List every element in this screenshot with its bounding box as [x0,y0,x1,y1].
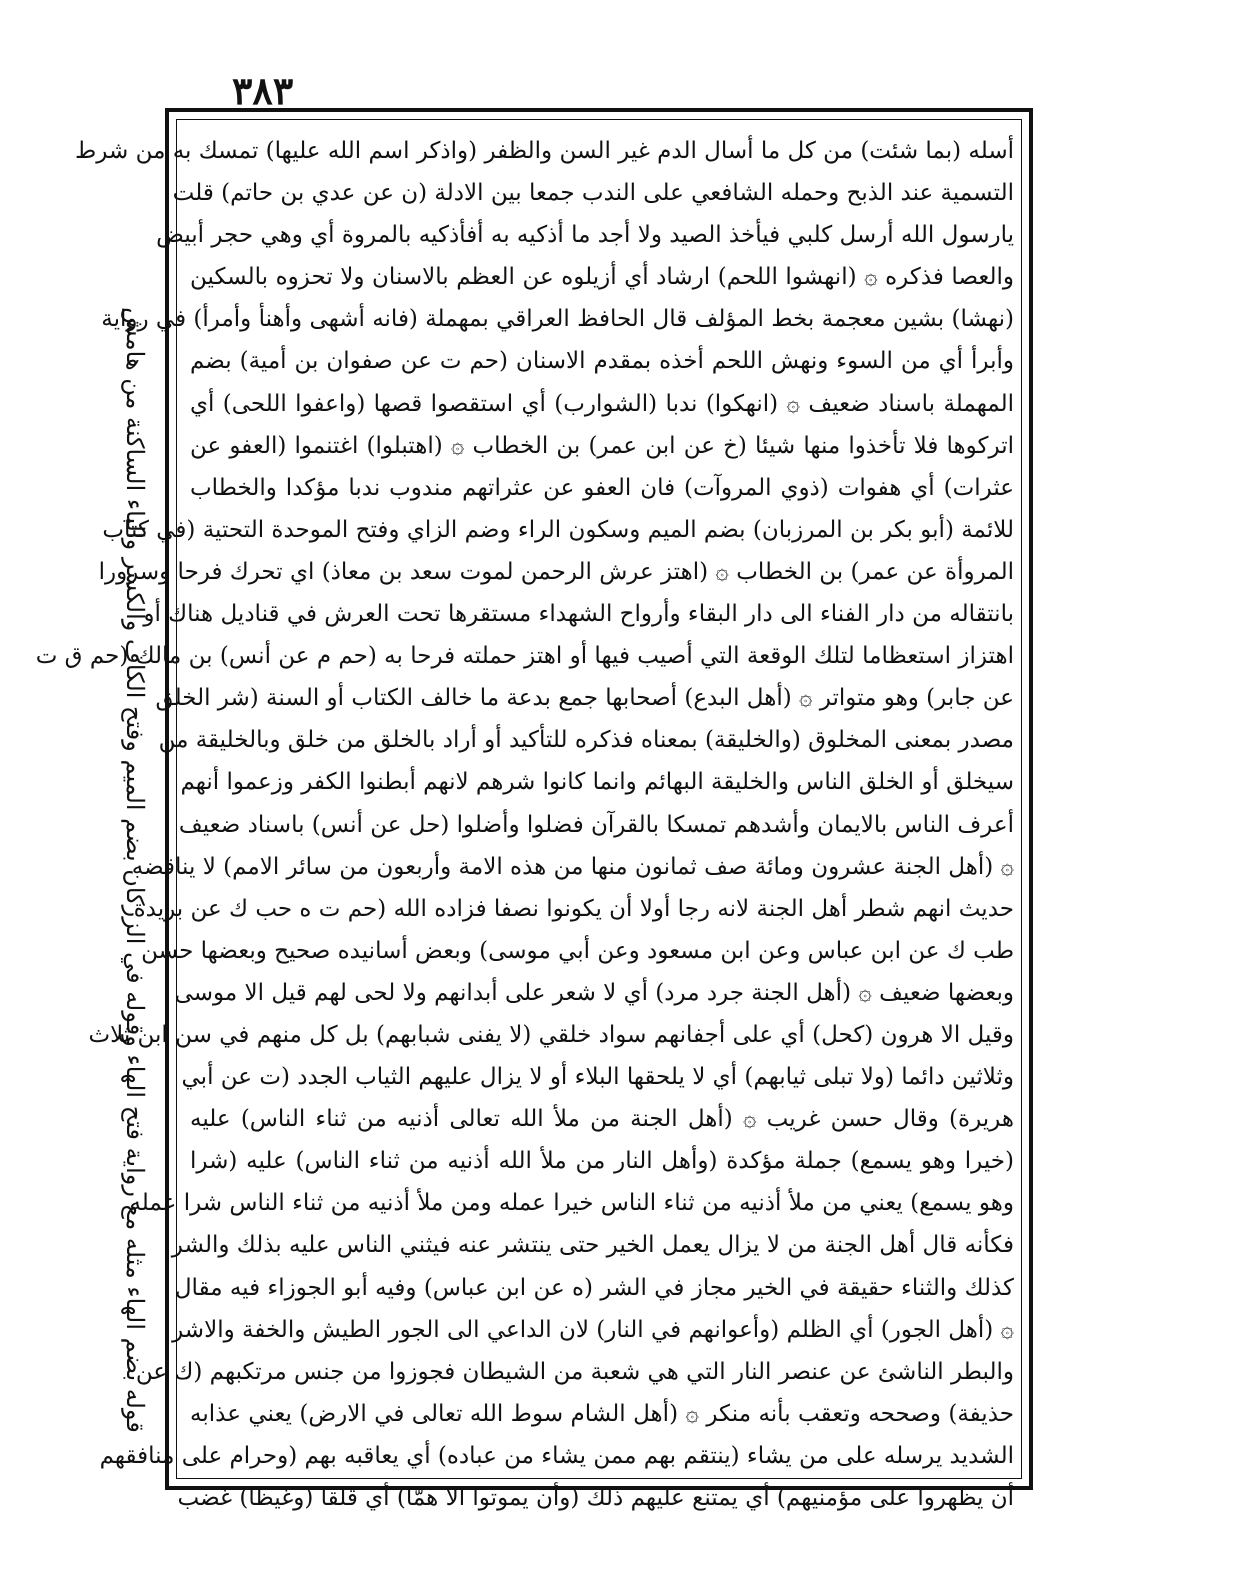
text-line: للائمة (أبو بكر بن المرزبان) بضم الميم وسكون الراء وضم الزاي وفتح الموحدة التحتية (في كتاب [102,516,1014,543]
text-line: (نهشا) بشين معجمة بخط المؤلف قال الحافظ العراقي بمهملة (فانه أشهى وأهنأ وأمرأ) في رواية [101,306,1014,333]
text-line: (خيرا وهو يسمع) جملة مؤكدة (وأهل النار من ملأ الله أذنيه من ثناء الناس) عليه (شرا [190,1148,1014,1175]
text-line: عثرات) أي هفوات (ذوي المروآت) فان العفو عن عثراتهم مندوب ندبا مؤكدا والخطاب [190,474,1014,501]
text-line: أسله (بما شئت) من كل ما أسال الدم غير السن والظفر (واذكر اسم الله عليها) تمسك به من شرط [75,138,1014,164]
text-line: أن يظهروا على مؤمنيهم) أي يمتنع عليهم ذلك (وأن يموتوا الا همّا) أي قلقا (وغيظا) غضب [177,1485,1014,1511]
text-line: بانتقاله من دار الفناء الى دار البقاء وأرواح الشهداء مستقرها تحت العرش في قناديل هناك أو [143,601,1014,628]
text-line: كذلك والثناء حقيقة في الخير مجاز في الشر (ه عن ابن عباس) وفيه أبو الجوزاء فيه مقال [174,1274,1014,1301]
text-line: مصدر بمعنى المخلوق (والخليقة) بمعناه فذكره للتأكيد أو أراد بالخلق من خلق وبالخليقة من [158,727,1014,754]
text-line: وهو يسمع) يعني من ملأ أذنيه من ثناء الناس خيرا عمله ومن ملأ أذنيه من ثناء الناس شرا عمله [129,1190,1014,1217]
text-line: عن جابر) وهو متواتر ۞ (أهل البدع) أصحابها جمع بدعة ما خالف الكتاب أو السنة (شر الخلق [155,685,1014,712]
text-line: وثلاثين دائما (ولا تبلى ثيابهم) أي لا يلحقها البلاء أو لا يزال عليهم الثياب الجدد (ت عن أبي [181,1064,1014,1091]
text-line: هريرة) وقال حسن غريب ۞ (أهل الجنة من ملأ الله تعالى أذنيه من ثناء الناس) عليه [190,1106,1014,1133]
text-line: حذيفة) وصححه وتعقب بأنه منكر ۞ (أهل الشام سوط الله تعالى في الارض) يعني عذابه [190,1400,1014,1427]
text-line: المهملة باسناد ضعيف ۞ (انهكوا) ندبا (الشوارب) أي استقصوا قصها (واعفوا اللحى) أي [190,390,1014,417]
text-line: اتركوها فلا تأخذوا منها شيئا (خ عن ابن عمر) بن الخطاب ۞ (اهتبلوا) اغتنموا (العفو عن [190,432,1014,459]
text-line: أعرف الناس بالايمان وأشدهم تمسكا بالقرآن فضلوا وأضلوا (حل عن أنس) باسناد ضعيف [178,811,1014,838]
text-line: طب ك عن ابن عباس وعن ابن مسعود وعن أبي موسى) وبعض أسانيده صحيح وبعضها حسن [141,937,1014,964]
text-line: والبطر الناشئ عن عنصر النار التي هي شعبة من الشيطان فجوزوا من جنس مرتكبهم (ك عن [135,1358,1014,1385]
text-line: سيخلق أو الخلق الناس والخليقة البهائم وانما كانوا شرهم لانهم أبطنوا الكفر وزعموا أنهم [180,769,1014,796]
text-line: ۞ (أهل الجنة عشرون ومائة صف ثمانون منها من هذه الامة وأربعون من سائر الامم) لا يناقضه [131,853,1014,880]
text-line: حديث انهم شطر أهل الجنة لانه رجا أولا أن يكونوا نصفا فزاده الله (حم ت ه حب ك عن بريدة [133,895,1014,922]
text-line: التسمية عند الذبح وحمله الشافعي على الندب جمعا بين الادلة (ن عن عدي بن حاتم) قلت [172,180,1014,207]
text-line: والعصا فذكره ۞ (انهشوا اللحم) ارشاد أي أزيلوه عن العظم بالاسنان ولا تحزوه بالسكين [190,264,1014,291]
text-line: ۞ (أهل الجور) أي الظلم (وأعوانهم في النار) لان الداعي الى الجور الطيش والخفة والاشر [172,1316,1014,1343]
text-line: وبعضها ضعيف ۞ (أهل الجنة جرد مرد) أي لا شعر على أبدانهم ولا لحى لهم قيل الا موسى [174,979,1014,1006]
text-line: المروأة عن عمر) بن الخطاب ۞ (اهتز عرش الرحمن لموت سعد بن معاذ) اي تحرك فرحا وسرورا [98,558,1014,585]
text-line: يارسول الله أرسل كلبي فيأخذ الصيد ولا أجد ما أذكيه به أفأذكيه بالمروة أي وهي حجر أبيض [156,222,1014,249]
page-number: ٣٨٣ [232,68,294,113]
text-line: وأبرأ أي من السوء ونهش اللحم أخذه بمقدم الاسنان (حم ت عن صفوان بن أمية) بضم [190,348,1014,375]
margin-note: قوله بضم الهاء مثله مع رواية فتح الهاء وقوله في الزركان بضم الميم وفتح الكاف والكسر والباء الساكنة من هامش [121,307,149,1433]
text-line: الشديد يرسله على من يشاء (ينتقم بهم ممن يشاء من عباده) أي يعاقبه بهم (وحرام على منافقهم [99,1442,1014,1469]
text-line: فكأنه قال أهل الجنة من لا يزال يعمل الخير حتى ينتشر عنه فيثني الناس عليه بذلك والشر [171,1232,1014,1259]
text-line: وقيل الا هرون (كحل) أي على أجفانهم سواد خلقي (لا يفنى شبابهم) بل كل منهم في سن ابن ثلاث [88,1021,1014,1048]
text-line: اهتزاز استعظاما لتلك الوقعة التي أصيب فيها أو اهتز حملته فرحا به (حم م عن أنس) بن مالك (حم ق ت [35,643,1014,670]
